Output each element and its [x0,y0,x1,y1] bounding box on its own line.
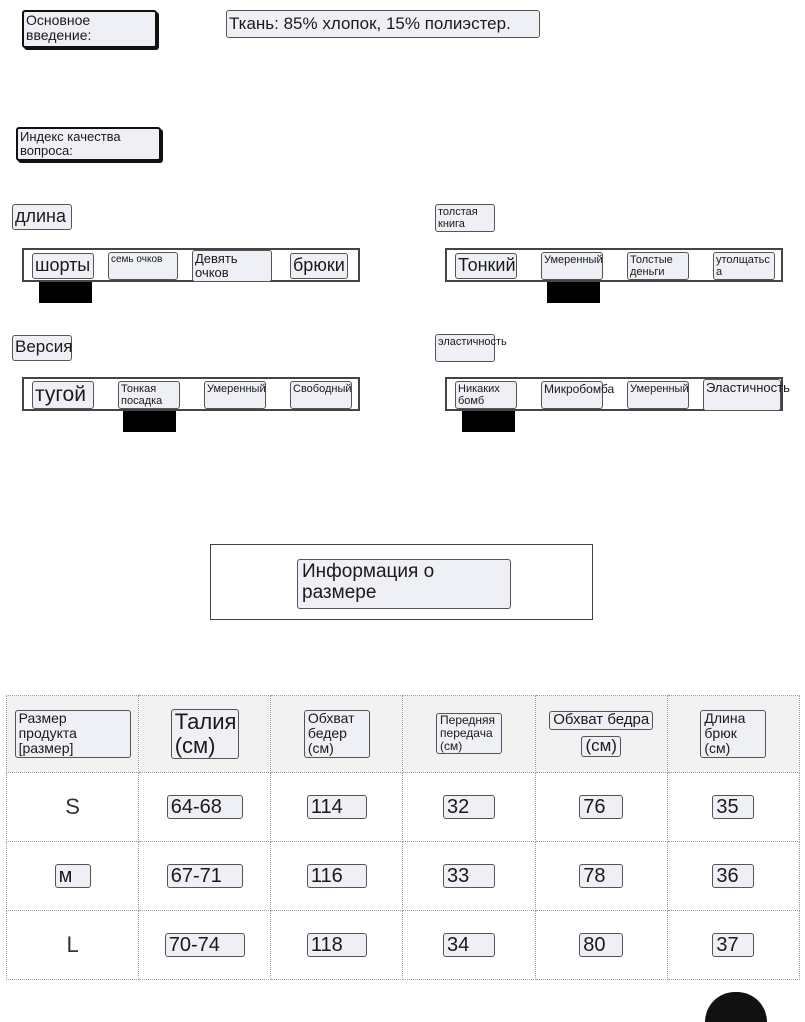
thigh-value: 80 [579,933,623,957]
rise-cell [403,842,535,911]
length-option-nine: Девять очков [192,250,272,282]
table-row [7,842,800,911]
length-option-shorts: шорты [32,253,94,279]
basic-intro-label: Основное введение: [22,10,157,48]
quality-index-label: Индекс качества вопроса: [16,127,161,161]
size-value: L [66,932,79,957]
header-product-size [7,696,139,773]
header-label: Размер продукта [размер] [15,710,131,758]
hip-cell [271,842,403,911]
size-table [6,695,800,980]
fabric-composition: Ткань: 85% хлопок, 15% полиэстер. [226,10,540,38]
thickness-option-thick: Толстые деньги [627,252,689,280]
waist-value: 67-71 [167,864,243,888]
elasticity-selection-marker [462,411,515,432]
thigh-cell [535,773,667,842]
length-cell [667,773,799,842]
thigh-value: 78 [579,864,623,888]
hip-cell [271,773,403,842]
length-scale [22,248,360,282]
header-label: Обхват бедра [549,711,653,730]
hip-value: 116 [307,864,367,888]
size-value: S [65,794,80,819]
elasticity-option-micro: Микробомба [541,381,603,409]
thickness-option-thin: Тонкий [455,253,517,279]
thickness-selection-marker [547,282,600,303]
size-cell [7,842,139,911]
length-value: 35 [712,795,754,819]
header-label: Талия (см) [171,709,239,759]
header-label: Длина брюк (см) [700,710,766,758]
thigh-value: 76 [579,795,623,819]
thickness-option-moderate: Умеренный [541,252,603,280]
rise-cell [403,773,535,842]
length-option-seven: семь очков [108,252,178,280]
header-thigh-girth [535,696,667,773]
header-waist [139,696,271,773]
size-table-header-row [7,696,800,773]
size-cell [7,911,139,980]
header-front-rise [403,696,535,773]
table-row [7,911,800,980]
hip-cell [271,911,403,980]
length-cell [667,842,799,911]
rise-value: 32 [443,795,495,819]
length-option-trousers: брюки [290,253,348,279]
length-selection-marker [39,282,92,303]
waist-cell [139,842,271,911]
header-label: Обхват бедер (см) [304,710,370,758]
hip-value: 118 [307,933,367,957]
length-cell [667,911,799,980]
size-cell [7,773,139,842]
floating-action-button[interactable] [705,992,767,1022]
size-info-title: Информация о размере [297,559,511,609]
header-label: Передняя передача (см) [436,713,502,755]
header-unit: (см) [581,736,621,757]
length-label: длина [12,204,72,230]
size-info-frame [210,544,593,620]
version-option-loose: Свободный [290,381,352,409]
header-trouser-length [667,696,799,773]
length-value: 37 [712,933,754,957]
elasticity-option-none: Никаких бомб [455,381,517,409]
hip-value: 114 [307,795,367,819]
waist-value: 64-68 [167,795,243,819]
waist-cell [139,773,271,842]
version-option-slim: Тонкая посадка [118,381,180,409]
elasticity-label: эластичность [435,334,495,362]
rise-value: 33 [443,864,495,888]
waist-value: 70-74 [165,933,245,957]
elasticity-option-moderate: Умеренный [627,381,689,409]
version-label: Версия [12,335,72,361]
elasticity-scale [445,377,790,411]
rise-cell [403,911,535,980]
version-option-moderate: Умеренный [204,381,266,409]
version-selection-marker [123,411,176,432]
table-row [7,773,800,842]
thickness-option-thickened: утолщатьс а [713,252,775,280]
thigh-cell [535,911,667,980]
version-scale [22,377,360,411]
thickness-label: толстая книга [435,204,495,232]
version-option-tight: тугой [32,381,94,409]
waist-cell [139,911,271,980]
thigh-cell [535,842,667,911]
elasticity-option-elastic: Эластичность [703,379,781,411]
size-value: м [55,864,91,888]
header-hip-girth [271,696,403,773]
thickness-scale [445,248,783,282]
rise-value: 34 [443,933,495,957]
length-value: 36 [712,864,754,888]
